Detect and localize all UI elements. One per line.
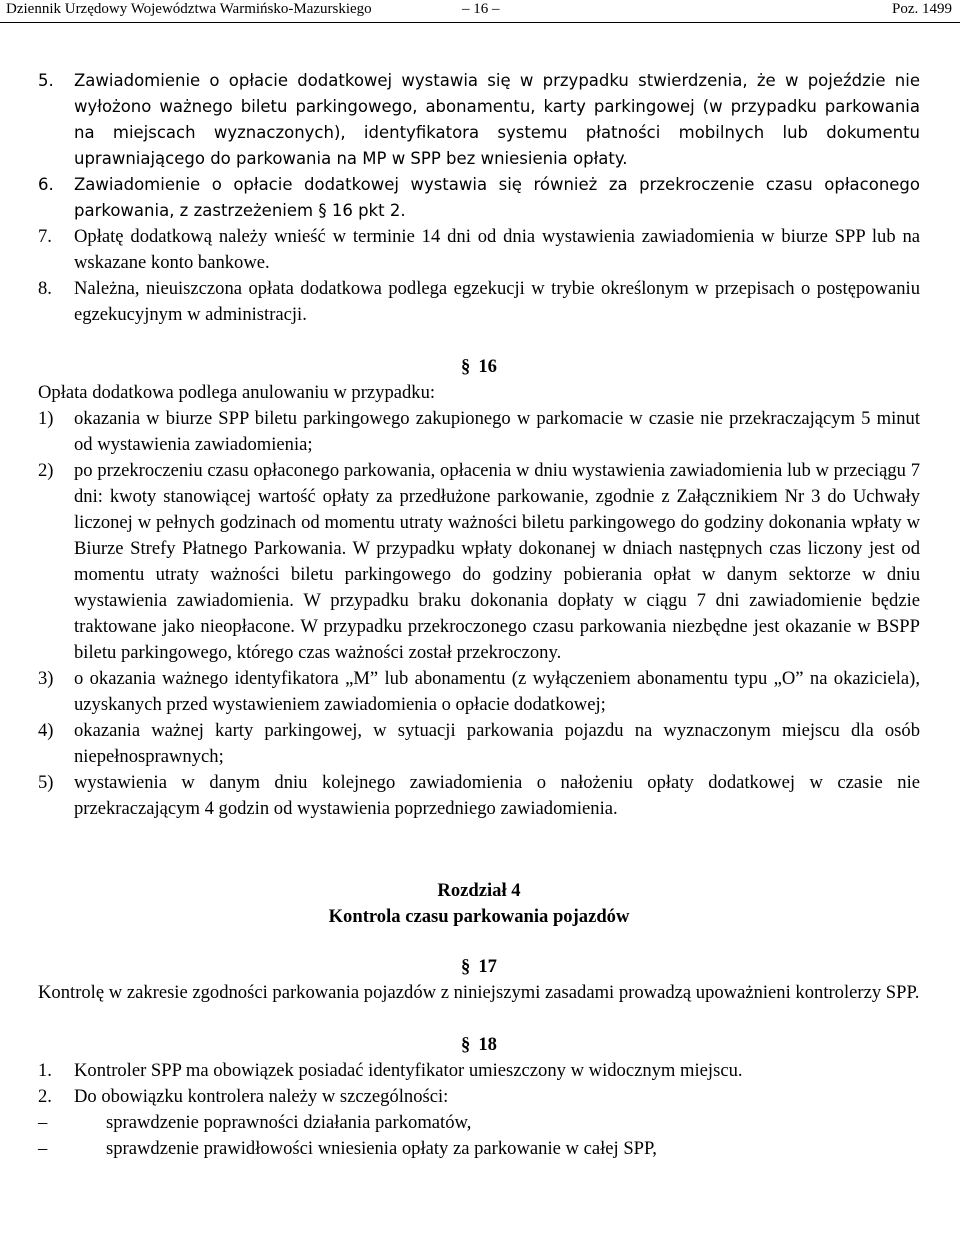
position-number: Poz. 1499 <box>892 1 952 17</box>
dash-text: sprawdzenie prawidłowości wniesienia opłaty za parkowanie w całej SPP, <box>106 1138 657 1159</box>
list-item <box>38 1084 920 1110</box>
item-number: 7. <box>38 226 52 247</box>
section-number: 17 <box>478 956 497 977</box>
section-18-list <box>38 1058 920 1162</box>
item-number: 8. <box>38 278 52 299</box>
dash-mark: – <box>38 1112 48 1133</box>
chapter-label: Rozdział 4 <box>437 880 521 901</box>
section-number: 16 <box>478 356 497 377</box>
document-body <box>38 68 920 1162</box>
section-16-intro: Opłata dodatkowa podlega anulowaniu w przypadku: <box>38 382 436 403</box>
item-text: Należna, nieuiszczona opłata dodatkowa podlega egzekucji w trybie określonym w przepisach o postępowaniu egzekucyjnym w administracji. <box>74 278 920 325</box>
item-number: 3) <box>38 668 54 689</box>
list-item <box>38 1058 920 1084</box>
item-text: okazania ważnej karty parkingowej, w sytuacji parkowania pojazdu na wyznaczonym miejscu dla osób niepełnosprawnych; <box>74 720 920 767</box>
item-text: Zawiadomienie o opłacie dodatkowej wystawia się również za przekroczenie czasu opłaconego parkowania, z zastrzeżeniem § 16 pkt 2. <box>74 175 920 220</box>
journal-title: Dziennik Urzędowy Województwa Warmińsko-Mazurskiego <box>6 1 372 17</box>
section-16-list <box>38 406 920 822</box>
section-17-text: Kontrolę w zakresie zgodności parkowania pojazdów z niniejszymi zasadami prowadzą upoważnieni kontrolerzy SPP. <box>38 982 920 1003</box>
item-number: 2. <box>38 1086 52 1107</box>
item-text: wystawienia w danym dniu kolejnego zawiadomienia o nałożeniu opłaty dodatkowej w czasie nie przekraczającym 4 godzin od wystawienia poprzedniego zawiadomienia. <box>74 772 920 819</box>
item-number: 6. <box>38 175 54 194</box>
page-header <box>0 0 960 23</box>
item-number: 5) <box>38 772 54 793</box>
section-17-heading <box>38 954 920 980</box>
list-item <box>38 224 920 276</box>
section-symbol: § <box>461 356 471 377</box>
item-text: Do obowiązku kontrolera należy w szczególności: <box>74 1086 449 1107</box>
list-item <box>38 406 920 458</box>
item-number: 2) <box>38 460 54 481</box>
section-16-heading <box>38 354 920 380</box>
list-item <box>38 172 920 224</box>
dash-text: sprawdzenie poprawności działania parkomatów, <box>106 1112 472 1133</box>
item-number: 1. <box>38 1060 52 1081</box>
list-item <box>38 276 920 328</box>
item-number: 1) <box>38 408 54 429</box>
paragraph-list-5-8 <box>38 68 920 328</box>
dash-item <box>38 1110 920 1136</box>
item-text: Kontroler SPP ma obowiązek posiadać identyfikator umieszczony w widocznym miejscu. <box>74 1060 743 1081</box>
section-symbol: § <box>461 1034 471 1055</box>
item-text: o okazania ważnego identyfikatora „M” lub abonamentu (z wyłączeniem abonamentu typu „O” na okaziciela), uzyskanych przed wystawieniem zawiadomienia o opłacie dodatkowej; <box>74 668 920 715</box>
dash-mark: – <box>38 1138 48 1159</box>
list-item <box>38 68 920 172</box>
dash-item <box>38 1136 920 1162</box>
item-text: po przekroczeniu czasu opłaconego parkowania, opłacenia w dniu wystawienia zawiadomienia lub w przeciągu 7 dni: kwoty stanowiącej wartość opłaty za przedłużone parkowanie, zgodnie z Załącznikiem Nr 3 do Uchwały liczonej w pełnych godzinach od momentu utraty ważności biletu parkingowego do godziny dokonania wpłaty w Biurze Strefy Płatnego Parkowania. W przypadku wpłaty dokonanej w dniach następnych czas liczony jest od momentu utraty ważności biletu parkingowego do godziny pobierania opłat w danym sektorze w dniu wystawienia zawiadomienia. W przypadku braku dokonania dopłaty w ciągu 7 dni zawiadomienie będzie traktowane jako nieopłacone. W przypadku przekroczonego czasu parkowania niezbędne jest okazanie w BSPP biletu parkingowego, którego czas ważności został przekroczony. <box>74 460 920 663</box>
chapter-title: Kontrola czasu parkowania pojazdów <box>328 906 630 927</box>
page-number: – 16 – <box>462 1 500 17</box>
item-number: 4) <box>38 720 54 741</box>
section-symbol: § <box>461 956 471 977</box>
list-item <box>38 666 920 718</box>
item-text: okazania w biurze SPP biletu parkingowego zakupionego w parkomacie w czasie nie przekraczającym 5 minut od wystawienia zawiadomienia; <box>74 408 920 455</box>
list-item <box>38 458 920 666</box>
item-number: 5. <box>38 71 54 90</box>
list-item <box>38 718 920 770</box>
section-18-heading <box>38 1032 920 1058</box>
item-text: Opłatę dodatkową należy wnieść w terminie 14 dni od dnia wystawienia zawiadomienia w biurze SPP lub na wskazane konto bankowe. <box>74 226 920 273</box>
item-text: Zawiadomienie o opłacie dodatkowej wystawia się w przypadku stwierdzenia, że w pojeździe nie wyłożono ważnego biletu parkingowego, abonamentu, karty parkingowej (w przypadku parkowania na miejscach wyznaczonych), identyfikatora systemu płatności mobilnych lub dokumentu uprawniającego do parkowania na MP w SPP bez wniesienia opłaty. <box>74 71 920 168</box>
list-item <box>38 770 920 822</box>
section-number: 18 <box>478 1034 497 1055</box>
